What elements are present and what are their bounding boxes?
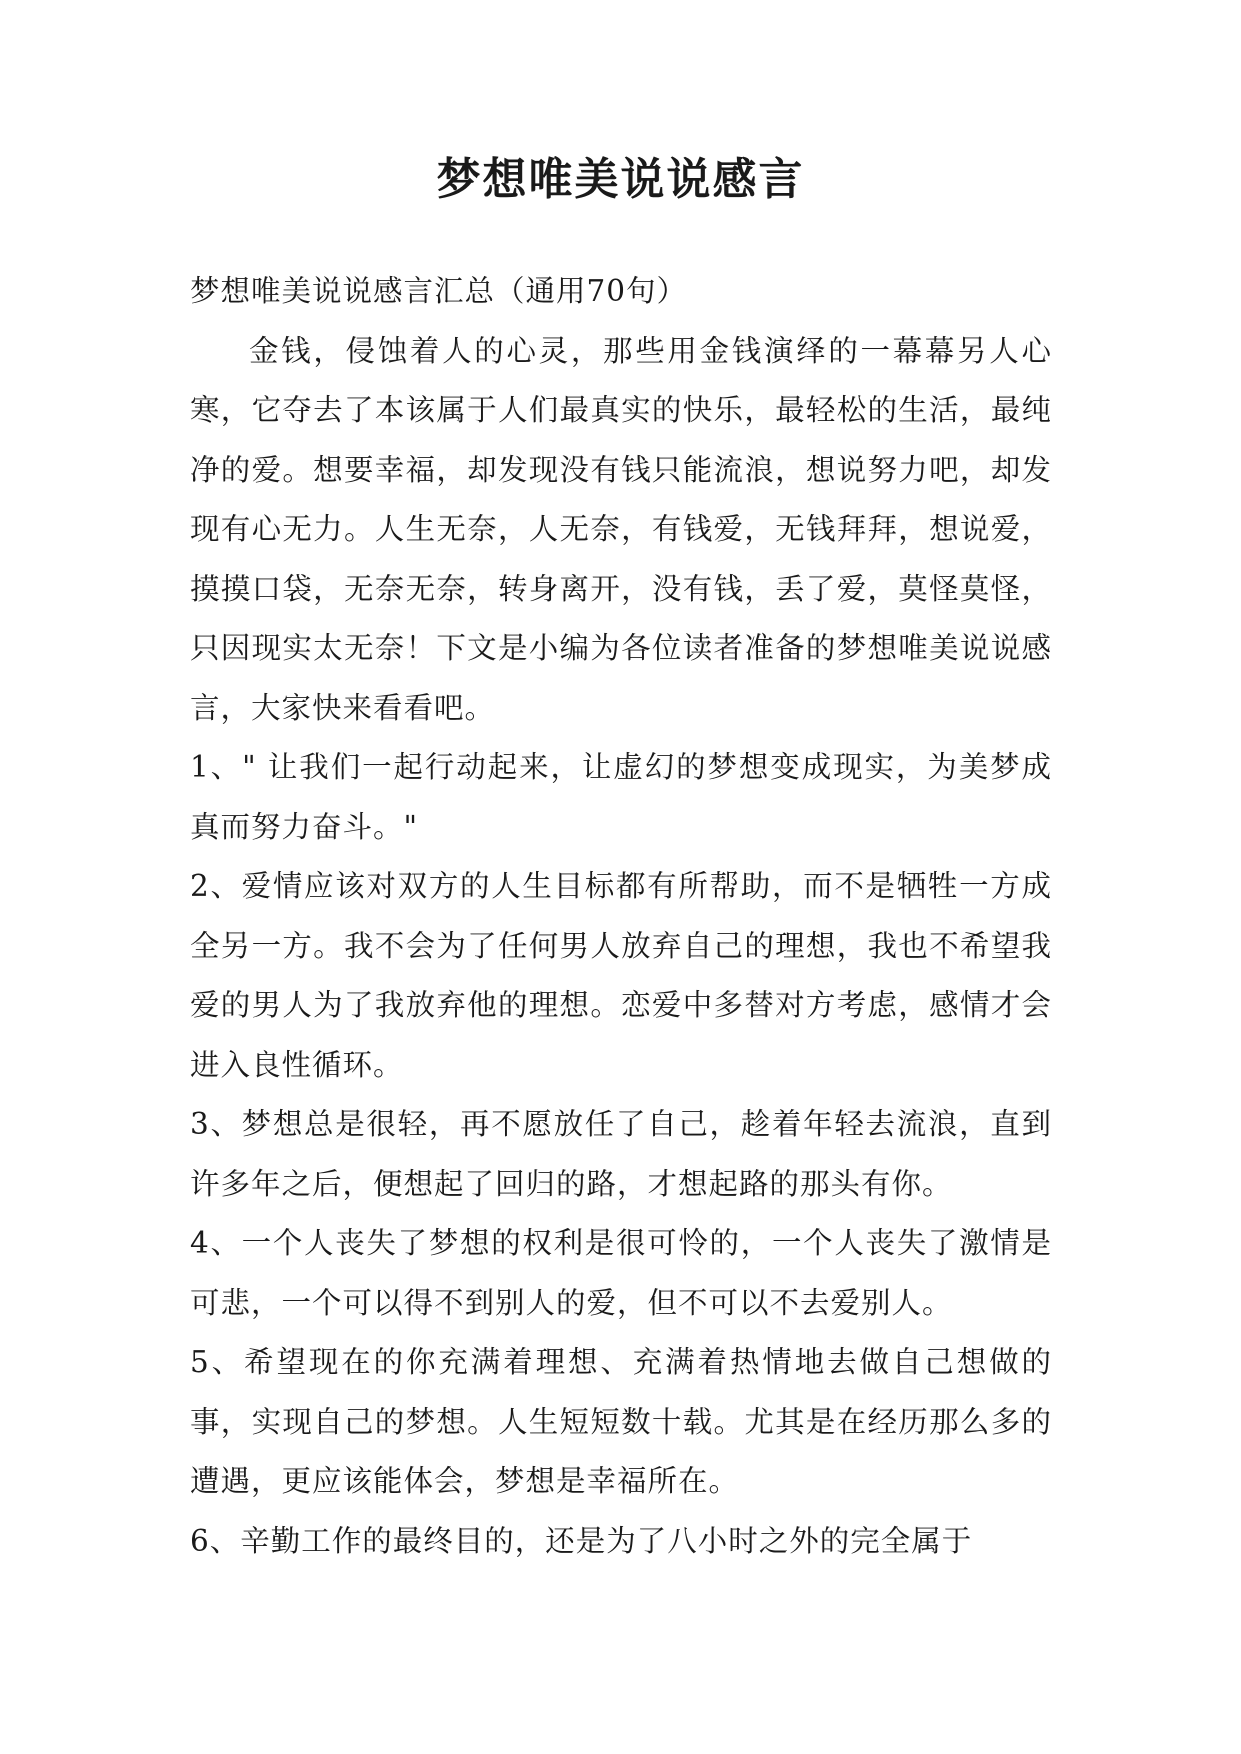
list-item: 1、" 让我们一起行动起来，让虚幻的梦想变成现实，为美梦成真而努力奋斗。" bbox=[190, 750, 1052, 844]
document-body bbox=[190, 262, 1052, 1571]
list-item: 4、一个人丧失了梦想的权利是很可怜的，一个人丧失了激情是可悲，一个可以得不到别人的爱，但不可以不去爱别人。 bbox=[190, 1226, 1052, 1320]
document-title: 梦想唯美说说感言 bbox=[436, 154, 805, 205]
subtitle-paragraph: 梦想唯美说说感言汇总（通用70句） bbox=[190, 274, 688, 308]
list-item: 2、爱情应该对双方的人生目标都有所帮助，而不是牺牲一方成全另一方。我不会为了任何男人放弃自己的理想，我也不希望我爱的男人为了我放弃他的理想。恋爱中多替对方考虑，感情才会进入良性循环。 bbox=[190, 869, 1052, 1082]
list-item: 3、梦想总是很轻，再不愿放任了自己，趁着年轻去流浪，直到许多年之后，便想起了回归的路，才想起路的那头有你。 bbox=[190, 1107, 1052, 1201]
list-item: 6、辛勤工作的最终目的，还是为了八小时之外的完全属于 bbox=[190, 1523, 973, 1558]
list-item: 5、希望现在的你充满着理想、充满着热情地去做自己想做的事，实现自己的梦想。人生短短数十载。尤其是在经历那么多的遭遇，更应该能体会，梦想是幸福所在。 bbox=[190, 1345, 1052, 1498]
intro-paragraph: 金钱，侵蚀着人的心灵，那些用金钱演绎的一幕幕另人心寒，它夺去了本该属于人们最真实的快乐，最轻松的生活，最纯净的爱。想要幸福，却发现没有钱只能流浪，想说努力吧，却发现有心无力。人生无奈，人无奈，有钱爱，无钱拜拜，想说爱，摸摸口袋，无奈无奈，转身离开，没有钱，丢了爱，莫怪莫怪，只因现实太无奈！下文是小编为各位读者准备的梦想唯美说说感言，大家快来看看吧。 bbox=[190, 333, 1052, 725]
